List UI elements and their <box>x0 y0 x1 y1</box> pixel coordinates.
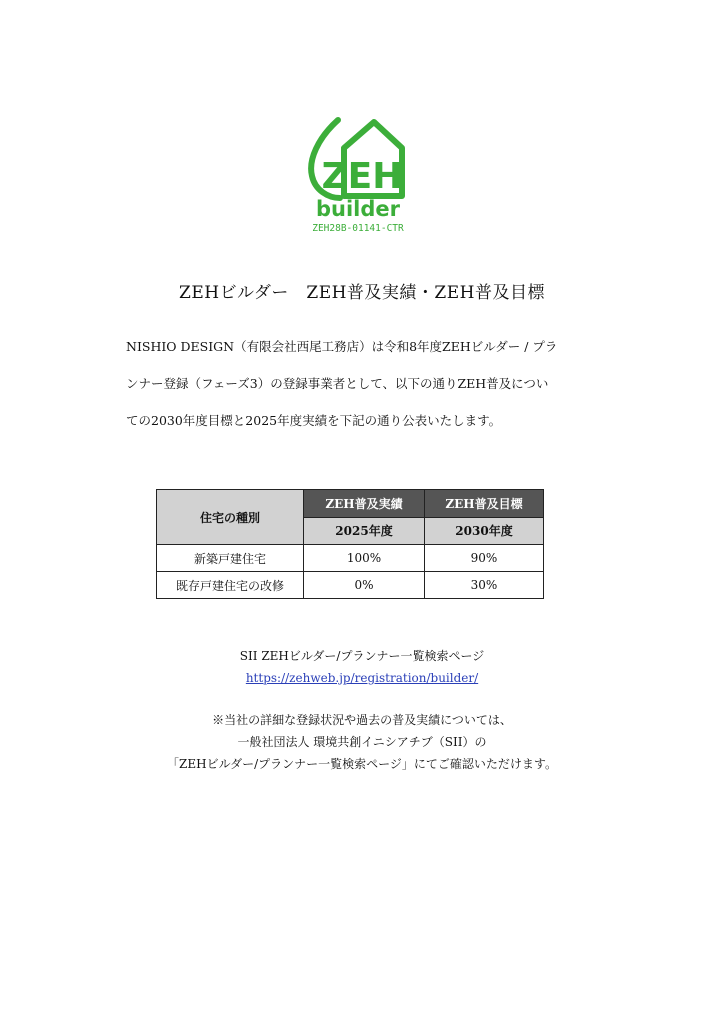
cell-type: 新築戸建住宅 <box>157 545 304 572</box>
sii-url-link[interactable]: https://zehweb.jp/registration/builder/ <box>245 671 479 685</box>
table-row <box>157 545 544 572</box>
zeh-builder-logo-icon <box>300 112 416 234</box>
note-line: ※当社の詳細な登録状況や過去の普及実績については、 <box>212 713 512 727</box>
header-housing-type: 住宅の種別 <box>157 490 304 545</box>
table-row <box>157 572 544 599</box>
zeh-builder-logo <box>300 112 416 234</box>
header-target: ZEH普及目標 <box>425 490 544 518</box>
note-line: 「ZEHビルダー/プランナー一覧検索ページ」にてご確認いただけます。 <box>167 757 557 771</box>
header-actual: ZEH普及実績 <box>304 490 425 518</box>
note-line: 一般社団法人 環境共創イニシアチブ（SII）の <box>237 735 487 749</box>
intro-paragraph <box>126 338 586 430</box>
intro-line: ての2030年度目標と2025年度実績を下記の通り公表いたします。 <box>126 413 502 428</box>
header-target-year: 2030年度 <box>425 517 544 545</box>
sii-link-block <box>0 645 724 689</box>
note-block <box>0 709 724 775</box>
sii-label: SII ZEHビルダー/プランナー一覧検索ページ <box>239 649 485 663</box>
cell-target: 30% <box>425 572 544 599</box>
zeh-results-table <box>156 489 544 599</box>
header-actual-year: 2025年度 <box>304 517 425 545</box>
intro-line: ンナー登録（フェーズ3）の登録事業者として、以下の通りZEH普及につい <box>126 376 549 391</box>
logo-word-bottom: builder <box>315 197 401 221</box>
cell-actual: 0% <box>304 572 425 599</box>
cell-type: 既存戸建住宅の改修 <box>157 572 304 599</box>
intro-line: NISHIO DESIGN（有限会社西尾工務店）は令和8年度ZEHビルダー / プラ <box>126 339 558 354</box>
cell-actual: 100% <box>304 545 425 572</box>
cell-target: 90% <box>425 545 544 572</box>
page-title: ZEHビルダー ZEH普及実績・ZEH普及目標 <box>179 283 545 303</box>
logo-word-top: ZEH <box>321 156 403 197</box>
logo-registration-code: ZEH28B-01141-CTR <box>312 223 404 234</box>
